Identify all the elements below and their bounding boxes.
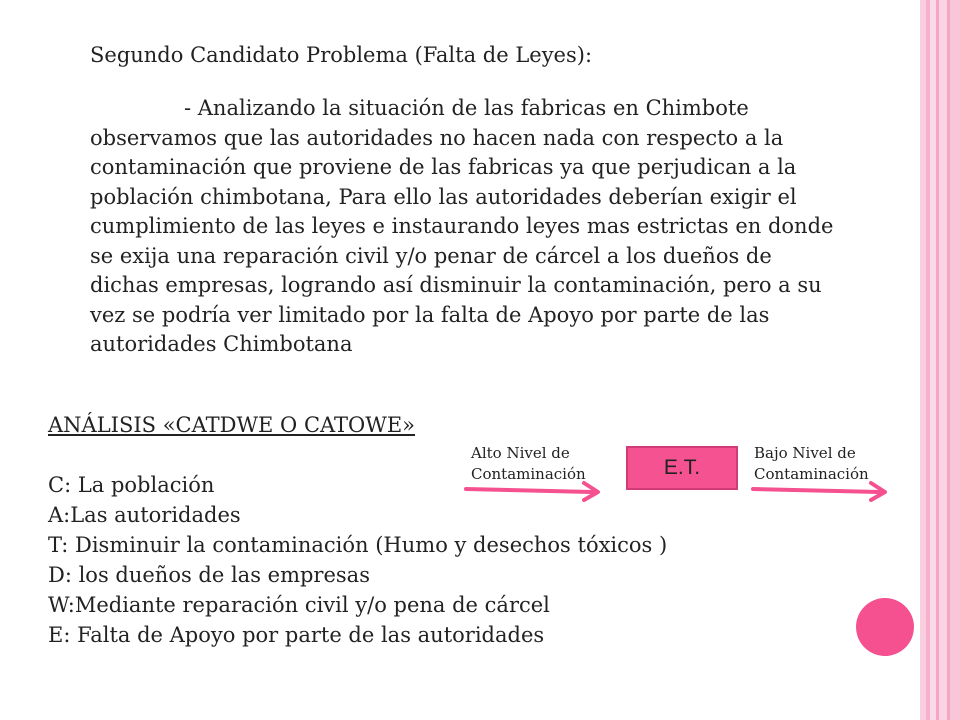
analysis-item-c: C: La población bbox=[48, 473, 215, 497]
output-arrow-icon bbox=[749, 478, 899, 502]
output-label-line2: Contaminación bbox=[754, 465, 869, 483]
input-arrow-icon bbox=[462, 478, 612, 502]
transformation-box: E.T. bbox=[626, 446, 738, 490]
analysis-title: ANÁLISIS «CATDWE O CATOWE» bbox=[48, 413, 416, 437]
analysis-item-a: A:Las autoridades bbox=[48, 503, 241, 527]
analysis-item-d: D: los dueños de las empresas bbox=[48, 563, 370, 587]
paragraph-line: contaminación que proviene de las fabricas ya que perjudican a la bbox=[90, 155, 797, 179]
decorative-circle-icon bbox=[856, 598, 914, 656]
paragraph-line: vez se podría ver limitado por la falta de Apoyo por parte de las bbox=[90, 302, 770, 327]
output-label-line1: Bajo Nivel de bbox=[754, 444, 856, 462]
paragraph-line: observamos que las autoridades no hacen nada con respecto a la bbox=[90, 125, 784, 150]
right-stripe-5 bbox=[939, 0, 947, 720]
input-label-line2: Contaminación bbox=[471, 465, 586, 483]
section-heading: Segundo Candidato Problema (Falta de Leyes): bbox=[90, 43, 593, 67]
paragraph-line: se exija una reparación civil y/o penar de cárcel a los dueños de bbox=[90, 243, 772, 268]
analysis-item-w: W:Mediante reparación civil y/o pena de cárcel bbox=[48, 593, 550, 617]
input-label-line1: Alto Nivel de bbox=[471, 444, 570, 462]
analysis-item-e: E: Falta de Apoyo por parte de las autoridades bbox=[48, 623, 545, 647]
analysis-item-t: T: Disminuir la contaminación (Humo y desechos tóxicos ) bbox=[48, 533, 668, 557]
paragraph-line: - Analizando la situación de las fabricas en Chimbote bbox=[184, 96, 749, 120]
catwoe-analysis bbox=[48, 410, 667, 650]
paragraph-line: cumplimiento de las leyes e instaurando leyes mas estrictas en donde bbox=[90, 214, 834, 238]
problem-paragraph bbox=[90, 94, 870, 360]
paragraph-line: población chimbotana, Para ello las autoridades deberían exigir el bbox=[90, 184, 797, 209]
right-stripe-7 bbox=[950, 0, 960, 720]
paragraph-line: dichas empresas, logrando así disminuir la contaminación, pero a su bbox=[90, 273, 822, 297]
paragraph-line: autoridades Chimbotana bbox=[90, 332, 353, 356]
